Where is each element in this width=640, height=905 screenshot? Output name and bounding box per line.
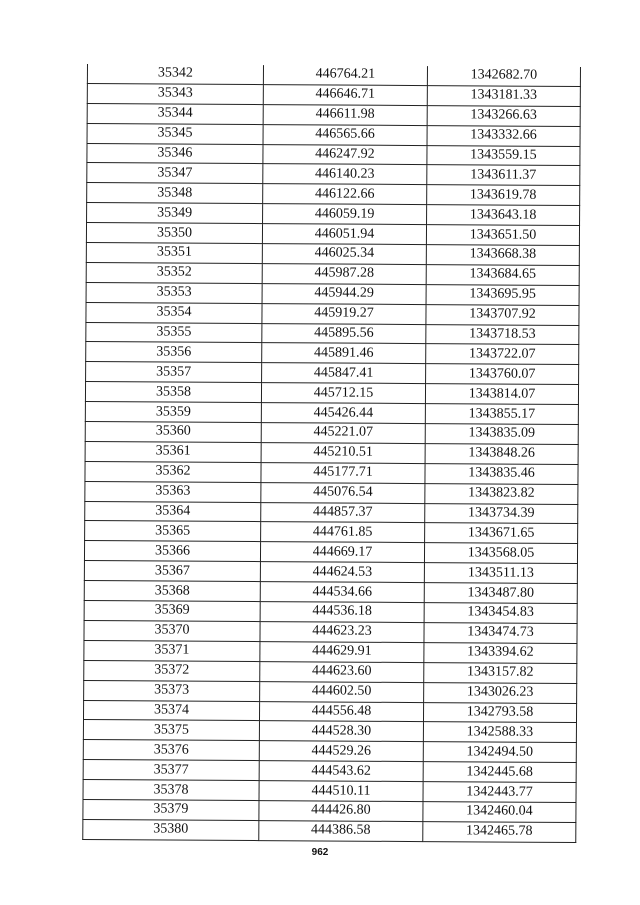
easting-cell: 444623.23 xyxy=(260,622,424,643)
coordinate-table xyxy=(82,64,581,843)
northing-cell: 1343611.37 xyxy=(427,165,580,186)
northing-cell: 1343823.82 xyxy=(425,483,578,504)
easting-cell: 445712.15 xyxy=(261,383,425,404)
point-id-cell: 35364 xyxy=(85,501,261,522)
northing-cell: 1343568.05 xyxy=(424,543,577,564)
easting-cell: 445944.29 xyxy=(262,283,426,304)
easting-cell: 446646.71 xyxy=(263,84,427,105)
point-id-cell: 35366 xyxy=(84,541,260,562)
point-id-cell: 35342 xyxy=(87,64,263,84)
point-id-cell: 35353 xyxy=(86,282,262,303)
point-id-cell: 35378 xyxy=(83,780,259,801)
point-id-cell: 35365 xyxy=(85,521,261,542)
easting-cell: 445076.54 xyxy=(261,482,425,503)
easting-cell: 444426.80 xyxy=(259,801,423,822)
point-id-cell: 35374 xyxy=(83,700,259,721)
northing-cell: 1342588.33 xyxy=(423,722,576,743)
easting-cell: 445919.27 xyxy=(262,303,426,324)
northing-cell: 1343684.65 xyxy=(426,264,579,285)
northing-cell: 1343848.26 xyxy=(425,443,578,464)
northing-cell: 1342682.70 xyxy=(427,66,580,86)
point-id-cell: 35344 xyxy=(87,103,263,124)
northing-cell: 1343835.46 xyxy=(425,463,578,484)
point-id-cell: 35355 xyxy=(86,322,262,343)
northing-cell: 1343707.92 xyxy=(426,304,579,325)
easting-cell: 445177.71 xyxy=(261,462,425,483)
point-id-cell: 35361 xyxy=(85,441,261,462)
point-id-cell: 35369 xyxy=(84,601,260,622)
northing-cell: 1342494.50 xyxy=(423,742,576,763)
northing-cell: 1342445.68 xyxy=(423,762,576,783)
easting-cell: 444669.17 xyxy=(260,542,424,563)
easting-cell: 444386.58 xyxy=(259,820,423,841)
northing-cell: 1343668.38 xyxy=(426,245,579,266)
easting-cell: 444623.60 xyxy=(260,661,424,682)
northing-cell: 1343474.73 xyxy=(424,623,577,644)
easting-cell: 444528.30 xyxy=(259,721,423,742)
point-id-cell: 35358 xyxy=(85,382,261,403)
northing-cell: 1343559.15 xyxy=(427,145,580,166)
easting-cell: 446025.34 xyxy=(262,244,426,265)
easting-cell: 444624.53 xyxy=(260,562,424,583)
easting-cell: 444543.62 xyxy=(259,761,423,782)
point-id-cell: 35377 xyxy=(83,760,259,781)
northing-cell: 1343454.83 xyxy=(424,603,577,624)
easting-cell: 444761.85 xyxy=(261,522,425,543)
easting-cell: 444534.66 xyxy=(260,582,424,603)
northing-cell: 1343760.07 xyxy=(426,364,579,385)
easting-cell: 445210.51 xyxy=(261,442,425,463)
easting-cell: 444556.48 xyxy=(259,701,423,722)
easting-cell: 444629.91 xyxy=(260,641,424,662)
point-id-cell: 35349 xyxy=(87,203,263,224)
northing-cell: 1343511.13 xyxy=(424,563,577,584)
northing-cell: 1343181.33 xyxy=(427,85,580,106)
easting-cell: 445891.46 xyxy=(262,343,426,364)
northing-cell: 1343814.07 xyxy=(425,384,578,405)
point-id-cell: 35354 xyxy=(86,302,262,323)
point-id-cell: 35379 xyxy=(83,799,259,820)
point-id-cell: 35370 xyxy=(84,620,260,641)
easting-cell: 444857.37 xyxy=(261,502,425,523)
point-id-cell: 35376 xyxy=(83,740,259,761)
northing-cell: 1342793.58 xyxy=(423,702,576,723)
northing-cell: 1343734.39 xyxy=(425,503,578,524)
point-id-cell: 35368 xyxy=(84,581,260,602)
easting-cell: 446247.92 xyxy=(263,144,427,165)
easting-cell: 444529.26 xyxy=(259,741,423,762)
point-id-cell: 35367 xyxy=(84,561,260,582)
northing-cell: 1343722.07 xyxy=(426,344,579,365)
point-id-cell: 35347 xyxy=(87,163,263,184)
point-id-cell: 35375 xyxy=(83,720,259,741)
easting-cell: 444602.50 xyxy=(260,681,424,702)
point-id-cell: 35372 xyxy=(84,660,260,681)
point-id-cell: 35362 xyxy=(85,461,261,482)
northing-cell: 1343651.50 xyxy=(426,225,579,246)
northing-cell: 1343718.53 xyxy=(426,324,579,345)
easting-cell: 445426.44 xyxy=(261,403,425,424)
easting-cell: 446059.19 xyxy=(263,204,427,225)
coordinate-table-body xyxy=(83,64,581,842)
northing-cell: 1343026.23 xyxy=(424,682,577,703)
point-id-cell: 35352 xyxy=(86,262,262,283)
easting-cell: 445847.41 xyxy=(262,363,426,384)
easting-cell: 446565.66 xyxy=(263,124,427,145)
point-id-cell: 35380 xyxy=(83,819,259,840)
point-id-cell: 35348 xyxy=(87,183,263,204)
easting-cell: 445987.28 xyxy=(262,263,426,284)
point-id-cell: 35360 xyxy=(85,422,261,443)
northing-cell: 1343695.95 xyxy=(426,284,579,305)
northing-cell: 1343643.18 xyxy=(427,205,580,226)
easting-cell: 444536.18 xyxy=(260,602,424,623)
point-id-cell: 35343 xyxy=(87,83,263,104)
easting-cell: 446611.98 xyxy=(263,104,427,125)
northing-cell: 1343619.78 xyxy=(427,185,580,206)
easting-cell: 446140.23 xyxy=(263,164,427,185)
easting-cell: 446122.66 xyxy=(263,184,427,205)
northing-cell: 1343835.09 xyxy=(425,424,578,445)
point-id-cell: 35346 xyxy=(87,143,263,164)
easting-cell: 446764.21 xyxy=(263,65,427,85)
northing-cell: 1342443.77 xyxy=(423,782,576,803)
northing-cell: 1342465.78 xyxy=(423,821,576,842)
coordinate-table-container xyxy=(82,64,577,843)
northing-cell: 1343855.17 xyxy=(425,404,578,425)
point-id-cell: 35363 xyxy=(85,481,261,502)
northing-cell: 1343266.63 xyxy=(427,105,580,126)
northing-cell: 1343332.66 xyxy=(427,125,580,146)
northing-cell: 1343157.82 xyxy=(424,662,577,683)
northing-cell: 1343487.80 xyxy=(424,583,577,604)
point-id-cell: 35351 xyxy=(86,243,262,264)
point-id-cell: 35357 xyxy=(86,362,262,383)
point-id-cell: 35359 xyxy=(85,402,261,423)
easting-cell: 445895.56 xyxy=(262,323,426,344)
easting-cell: 446051.94 xyxy=(262,224,426,245)
table-row xyxy=(83,819,576,842)
point-id-cell: 35373 xyxy=(84,680,260,701)
page-number: 962 xyxy=(311,847,329,858)
northing-cell: 1343394.62 xyxy=(424,642,577,663)
northing-cell: 1342460.04 xyxy=(423,802,576,823)
point-id-cell: 35345 xyxy=(87,123,263,144)
point-id-cell: 35371 xyxy=(84,640,260,661)
easting-cell: 445221.07 xyxy=(261,423,425,444)
point-id-cell: 35350 xyxy=(86,223,262,244)
northing-cell: 1343671.65 xyxy=(425,523,578,544)
point-id-cell: 35356 xyxy=(86,342,262,363)
easting-cell: 444510.11 xyxy=(259,781,423,802)
